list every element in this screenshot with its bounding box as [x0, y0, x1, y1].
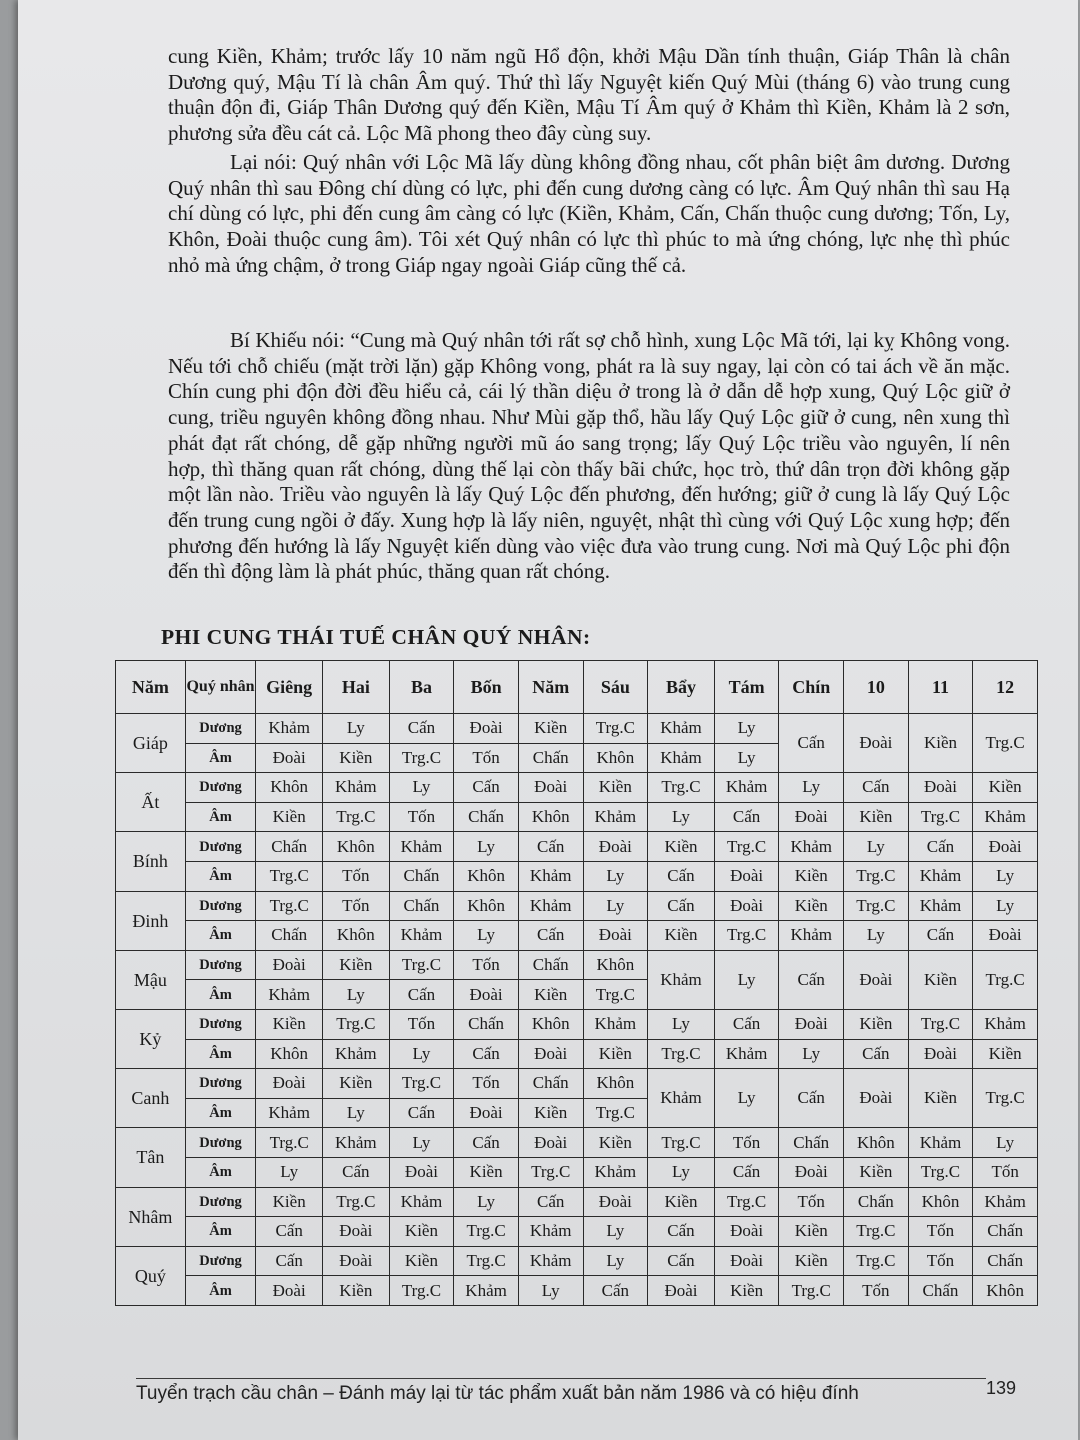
table-cell: Chấn [779, 1128, 844, 1158]
merged-cell: Kiền [908, 714, 973, 773]
table-row [116, 1128, 1038, 1158]
table-cell: Ly [323, 1098, 390, 1128]
table-cell: Cấn [518, 832, 583, 862]
table-cell: Kiền [648, 1187, 715, 1217]
table-cell: Đoài [714, 1217, 779, 1247]
year-cell: Ất [116, 773, 186, 832]
paragraph-2: Lại nói: Quý nhân với Lộc Mã lấy dùng không đồng nhau, cốt phân biệt âm dương. Dương Quý nhân thì sau Đông chí dùng có lực, phi đến cung dương càng có lực. Âm Quý nhân thì sau Hạ chí dùng có lực, phi đến cung âm càng có lực (Kiền, Khảm, Cấn, Chấn thuộc cung dương; Tốn, Ly, Khôn, Đoài thuộc cung âm). Tôi xét Quý nhân có lực thì phúc to mà ứng chóng, lực nhẹ thì phúc nhỏ mà ứng chậm, ở trong Giáp ngay ngoài Giáp cũng thế cả. [168, 150, 1010, 277]
table-row [116, 714, 1038, 744]
table-cell: Khảm [323, 1128, 390, 1158]
table-cell: Tốn [844, 1276, 909, 1306]
table-cell: Tốn [323, 891, 390, 921]
table-cell: Trg.C [844, 1217, 909, 1247]
footer-text: Tuyển trạch cầu chân – Đánh máy lại từ tác phẩm xuất bản năm 1986 và có hiệu đính [136, 1383, 859, 1404]
table-cell: Kiền [844, 1009, 909, 1039]
polarity-label: Âm [185, 1098, 256, 1128]
table-cell: Kiền [518, 1098, 583, 1128]
table-cell: Trg.C [323, 1009, 390, 1039]
table-cell: Cấn [648, 1246, 715, 1276]
polarity-label: Âm [185, 1217, 256, 1247]
polarity-label: Âm [185, 980, 256, 1010]
page-number: 139 [986, 1378, 1017, 1398]
merged-cell: Khảm [648, 950, 715, 1009]
column-header: Sáu [583, 661, 648, 714]
table-cell: Ly [454, 1187, 519, 1217]
table-cell: Ly [648, 1009, 715, 1039]
table-cell: Chấn [454, 1009, 519, 1039]
polarity-label: Âm [185, 921, 256, 951]
table-cell: Kiền [779, 891, 844, 921]
table-cell: Cấn [714, 1009, 779, 1039]
merged-cell: Trg.C [973, 950, 1038, 1009]
year-cell: Tân [116, 1128, 186, 1187]
merged-cell: Cấn [779, 1069, 844, 1128]
table-cell: Ly [583, 1246, 648, 1276]
table-cell: Cấn [389, 1098, 454, 1128]
table-cell: Trg.C [323, 802, 390, 832]
polarity-label: Dương [185, 1128, 256, 1158]
table-cell: Đoài [973, 921, 1038, 951]
table-cell: Cấn [256, 1246, 323, 1276]
table-cell: Trg.C [389, 950, 454, 980]
table-cell: Đoài [323, 1246, 390, 1276]
table-cell: Kiền [518, 980, 583, 1010]
table-cell: Tốn [714, 1128, 779, 1158]
table-row [116, 1009, 1038, 1039]
table-cell: Kiền [779, 1246, 844, 1276]
year-cell: Mậu [116, 950, 186, 1009]
table-cell: Tốn [323, 861, 390, 891]
table-cell: Khảm [256, 1098, 323, 1128]
table-cell: Khôn [323, 832, 390, 862]
year-cell: Nhâm [116, 1187, 186, 1246]
table-cell: Khảm [714, 773, 779, 803]
table-cell: Đoài [908, 773, 973, 803]
table-cell: Kiền [779, 861, 844, 891]
table-cell: Kiền [583, 1128, 648, 1158]
table-cell: Đoài [648, 1276, 715, 1306]
table-cell: Khảm [454, 1276, 519, 1306]
table-cell: Khảm [908, 1128, 973, 1158]
table-cell: Chấn [908, 1276, 973, 1306]
table-cell: Ly [256, 1157, 323, 1187]
year-cell: Đinh [116, 891, 186, 950]
table-cell: Chấn [256, 921, 323, 951]
table-cell: Cấn [583, 1276, 648, 1306]
table-row [116, 1157, 1038, 1187]
table-cell: Trg.C [714, 832, 779, 862]
table-cell: Khảm [518, 891, 583, 921]
table-cell: Khảm [648, 743, 715, 773]
table-cell: Chấn [973, 1217, 1038, 1247]
table-cell: Trg.C [256, 891, 323, 921]
table-cell: Khôn [518, 802, 583, 832]
table-cell: Ly [583, 1217, 648, 1247]
table-cell: Ly [323, 714, 390, 744]
table-cell: Khảm [583, 1157, 648, 1187]
table-cell: Khảm [518, 861, 583, 891]
table-row [116, 1187, 1038, 1217]
table-row [116, 891, 1038, 921]
merged-cell: Ly [714, 950, 779, 1009]
table-cell: Cấn [844, 1039, 909, 1069]
table-cell: Khảm [908, 891, 973, 921]
table-cell: Khảm [323, 1039, 390, 1069]
table-cell: Trg.C [323, 1187, 390, 1217]
table-cell: Đoài [779, 802, 844, 832]
table-cell: Ly [714, 714, 779, 744]
table-cell: Khảm [518, 1217, 583, 1247]
table-cell: Cấn [714, 802, 779, 832]
table-cell: Khôn [323, 921, 390, 951]
table-cell: Cấn [908, 921, 973, 951]
table-cell: Cấn [648, 1217, 715, 1247]
table-cell: Chấn [454, 802, 519, 832]
table-cell: Trg.C [779, 1276, 844, 1306]
column-header: 10 [844, 661, 909, 714]
table-cell: Khảm [389, 1187, 454, 1217]
table-cell: Chấn [389, 891, 454, 921]
table-cell: Cấn [714, 1157, 779, 1187]
merged-cell: Kiền [908, 950, 973, 1009]
table-cell: Chấn [973, 1246, 1038, 1276]
polarity-label: Dương [185, 891, 256, 921]
table-cell: Tốn [389, 1009, 454, 1039]
table-cell: Khôn [583, 743, 648, 773]
table-cell: Ly [389, 1128, 454, 1158]
table-cell: Cấn [389, 714, 454, 744]
column-header: Giêng [256, 661, 323, 714]
table-cell: Ly [779, 773, 844, 803]
table-header-row [116, 661, 1038, 714]
table-cell: Trg.C [908, 802, 973, 832]
table-row [116, 921, 1038, 951]
table-cell: Tốn [389, 802, 454, 832]
table-cell: Cấn [454, 1039, 519, 1069]
polarity-label: Dương [185, 832, 256, 862]
table-cell: Tốn [454, 743, 519, 773]
table-cell: Đoài [518, 1128, 583, 1158]
table-cell: Trg.C [583, 714, 648, 744]
table-cell: Cấn [256, 1217, 323, 1247]
table-cell: Cấn [323, 1157, 390, 1187]
table-cell: Ly [844, 832, 909, 862]
table-row [116, 861, 1038, 891]
table-cell: Chấn [518, 950, 583, 980]
table-cell: Cấn [908, 832, 973, 862]
merged-cell: Ly [714, 1069, 779, 1128]
polarity-label: Dương [185, 1246, 256, 1276]
table-cell: Tốn [908, 1246, 973, 1276]
table-row [116, 1246, 1038, 1276]
table-cell: Đoài [256, 950, 323, 980]
table-cell: Trg.C [454, 1246, 519, 1276]
polarity-label: Âm [185, 1039, 256, 1069]
table-cell: Trg.C [454, 1217, 519, 1247]
table-cell: Kiền [973, 1039, 1038, 1069]
table-cell: Đoài [714, 891, 779, 921]
column-header: Hai [323, 661, 390, 714]
table-cell: Kiền [256, 1009, 323, 1039]
table-cell: Đoài [518, 773, 583, 803]
table-cell: Khảm [973, 1009, 1038, 1039]
table-cell: Khảm [908, 861, 973, 891]
table-cell: Đoài [256, 1276, 323, 1306]
column-header: Năm [116, 661, 186, 714]
table-cell: Khảm [256, 980, 323, 1010]
table-cell: Tốn [973, 1157, 1038, 1187]
table-cell: Trg.C [714, 921, 779, 951]
table-cell: Đoài [779, 1009, 844, 1039]
paragraph-1: cung Kiền, Khảm; trước lấy 10 năm ngũ Hổ độn, khởi Mậu Dần tính thuận, Giáp Thân là chân Dương quý, Mậu Tí là chân Âm quý. Thứ thì lấy Nguyệt kiến Quý Mùi (tháng 6) vào trung cung thuận độn đi, Giáp Thân Dương quý đến Kiền, Mậu Tí Âm quý ở Khảm thì Kiền, Khảm là 2 sơn, phương sửa đều cát cả. Lộc Mã phong theo đây cùng suy. [168, 44, 1010, 146]
table-cell: Kiền [648, 832, 715, 862]
table-cell: Cấn [648, 891, 715, 921]
table-cell: Kiền [714, 1276, 779, 1306]
table-cell: Ly [583, 861, 648, 891]
table-cell: Kiền [323, 1069, 390, 1099]
table-cell: Kiền [518, 714, 583, 744]
document-page [18, 0, 1078, 1440]
table-cell: Trg.C [389, 1069, 454, 1099]
table-cell: Kiền [648, 921, 715, 951]
table-cell: Trg.C [256, 1128, 323, 1158]
table-cell: Trg.C [648, 1039, 715, 1069]
table-cell: Ly [973, 891, 1038, 921]
table-cell: Ly [648, 1157, 715, 1187]
table-cell: Ly [454, 832, 519, 862]
table-cell: Trg.C [908, 1009, 973, 1039]
table-cell: Khôn [454, 891, 519, 921]
table-cell: Đoài [973, 832, 1038, 862]
table-cell: Trg.C [389, 1276, 454, 1306]
table-cell: Trg.C [583, 1098, 648, 1128]
table-cell: Ly [714, 743, 779, 773]
merged-cell: Trg.C [973, 1069, 1038, 1128]
column-header: Tám [714, 661, 779, 714]
table-cell: Khảm [779, 832, 844, 862]
table-cell: Chấn [256, 832, 323, 862]
table-cell: Ly [648, 802, 715, 832]
table-cell: Ly [973, 1128, 1038, 1158]
table-cell: Khôn [844, 1128, 909, 1158]
table-cell: Kiền [256, 802, 323, 832]
table-cell: Đoài [583, 832, 648, 862]
table-cell: Trg.C [714, 1187, 779, 1217]
table-cell: Đoài [454, 714, 519, 744]
table-cell: Cấn [389, 980, 454, 1010]
polarity-label: Âm [185, 1276, 256, 1306]
polarity-label: Dương [185, 1187, 256, 1217]
table-cell: Đoài [779, 1157, 844, 1187]
table-cell: Khảm [714, 1039, 779, 1069]
table-cell: Kiền [844, 1157, 909, 1187]
polarity-label: Âm [185, 861, 256, 891]
footer-divider [136, 1378, 986, 1379]
year-cell: Giáp [116, 714, 186, 773]
table-cell: Khôn [908, 1187, 973, 1217]
table-cell: Khôn [583, 1069, 648, 1099]
table-cell: Khôn [583, 950, 648, 980]
year-cell: Canh [116, 1069, 186, 1128]
polarity-label: Dương [185, 1069, 256, 1099]
table-cell: Cấn [648, 861, 715, 891]
table-cell: Ly [454, 921, 519, 951]
table-cell: Cấn [844, 773, 909, 803]
table-row [116, 1039, 1038, 1069]
table-row [116, 1069, 1038, 1099]
table-cell: Khảm [389, 921, 454, 951]
column-header: Bẩy [648, 661, 715, 714]
table-cell: Đoài [583, 1187, 648, 1217]
table-cell: Cấn [518, 1187, 583, 1217]
table-cell: Khảm [583, 802, 648, 832]
table-cell: Cấn [518, 921, 583, 951]
table-cell: Kiền [323, 1276, 390, 1306]
table-cell: Khảm [256, 714, 323, 744]
table-cell: Khôn [256, 1039, 323, 1069]
table-cell: Ly [518, 1276, 583, 1306]
merged-cell: Đoài [844, 714, 909, 773]
table-cell: Ly [844, 921, 909, 951]
table-cell: Chấn [844, 1187, 909, 1217]
table-cell: Đoài [256, 743, 323, 773]
paragraph-3: Bí Khiếu nói: “Cung mà Quý nhân tới rất sợ chỗ hình, xung Lộc Mã tới, lại kỵ Không vong. Nếu tới chỗ chiếu (mặt trời lặn) gặp Không vong, phát ra là suy ngay, lại còn có tai ách về ăn mặc. Chín cung phi độn đời đều hiểu cả, cái lý thần diệu ở trong là ở dẫn dễ hợp xung, Quý Lộc giữ ở cung, triều nguyên không đồng nhau. Như Mùi gặp thổ, hầu lấy Quý Lộc giữ ở cung, nên xung thì phát đạt rất chóng, dễ gặp những người mũ áo sang trọng; lấy Quý Lộc triều vào nguyên, lí nên hợp, thì thăng quan rất chóng, dùng thế lại còn thấy bãi chức, học trò, thứ dân trọn đời không gặp một lần nào. Triều vào nguyên là lấy Quý Lộc đến phương, đến hướng; giữ ở cung là lấy Quý Lộc đến trung cung ngồi ở đấy. Xung hợp là lấy niên, nguyệt, nhật thì cùng với Quý Lộc xung hợp; đến phương đến hướng là lấy Nguyệt kiến dùng vào việc đưa vào trung cung. Nơi mà Quý Lộc phi độn đến thì động làm là phát phúc, thăng quan rất chóng. [168, 328, 1010, 584]
polarity-label: Dương [185, 1009, 256, 1039]
table-cell: Trg.C [518, 1157, 583, 1187]
table-cell: Đoài [518, 1039, 583, 1069]
table-cell: Kiền [389, 1246, 454, 1276]
table-row [116, 1276, 1038, 1306]
table-cell: Khôn [518, 1009, 583, 1039]
table-cell: Kiền [323, 743, 390, 773]
table-row [116, 773, 1038, 803]
polarity-label: Âm [185, 1157, 256, 1187]
table-cell: Kiền [779, 1217, 844, 1247]
table-body [116, 714, 1038, 1306]
table-row [116, 950, 1038, 980]
polarity-label: Âm [185, 802, 256, 832]
table-cell: Kiền [454, 1157, 519, 1187]
table-cell: Khảm [779, 921, 844, 951]
table-cell: Kiền [844, 802, 909, 832]
table-cell: Ly [973, 861, 1038, 891]
merged-cell: Cấn [779, 714, 844, 773]
table-cell: Ly [389, 1039, 454, 1069]
polarity-label: Dương [185, 714, 256, 744]
table-cell: Trg.C [648, 1128, 715, 1158]
table-cell: Chấn [518, 1069, 583, 1099]
table-title: PHI CUNG THÁI TUẾ CHÂN QUÝ NHÂN: [161, 625, 591, 649]
polarity-label: Âm [185, 743, 256, 773]
table-cell: Tốn [779, 1187, 844, 1217]
table-cell: Đoài [714, 861, 779, 891]
table-cell: Đoài [454, 980, 519, 1010]
table-cell: Kiền [389, 1217, 454, 1247]
column-header: 11 [908, 661, 973, 714]
table-cell: Ly [389, 773, 454, 803]
table-cell: Khảm [323, 773, 390, 803]
column-header: Bốn [454, 661, 519, 714]
table-cell: Tốn [908, 1217, 973, 1247]
table-cell: Trg.C [648, 773, 715, 803]
table-cell: Tốn [454, 950, 519, 980]
merged-cell: Kiền [908, 1069, 973, 1128]
table-cell: Trg.C [256, 861, 323, 891]
table-cell: Đoài [389, 1157, 454, 1187]
table-cell: Khảm [973, 1187, 1038, 1217]
merged-cell: Đoài [844, 1069, 909, 1128]
table-cell: Kiền [583, 773, 648, 803]
table-cell: Cấn [454, 773, 519, 803]
table-cell: Kiền [256, 1187, 323, 1217]
year-cell: Kỷ [116, 1009, 186, 1068]
table-cell: Ly [323, 980, 390, 1010]
table-cell: Trg.C [583, 980, 648, 1010]
table-cell: Khôn [454, 861, 519, 891]
column-header: 12 [973, 661, 1038, 714]
table-cell: Khảm [518, 1246, 583, 1276]
table-cell: Trg.C [844, 891, 909, 921]
table-cell: Khảm [389, 832, 454, 862]
table-cell: Khôn [256, 773, 323, 803]
table-cell: Trg.C [844, 1246, 909, 1276]
table-cell: Cấn [454, 1128, 519, 1158]
table-row [116, 1217, 1038, 1247]
table-cell: Ly [583, 891, 648, 921]
table-cell: Chấn [389, 861, 454, 891]
column-header: Năm [518, 661, 583, 714]
column-header: Quý nhân [185, 661, 256, 714]
column-header: Ba [389, 661, 454, 714]
table-cell: Đoài [908, 1039, 973, 1069]
table-cell: Khảm [973, 802, 1038, 832]
merged-cell: Trg.C [973, 714, 1038, 773]
qui-nhan-table [115, 660, 1038, 1306]
table-cell: Ly [779, 1039, 844, 1069]
table-cell: Đoài [454, 1098, 519, 1128]
merged-cell: Cấn [779, 950, 844, 1009]
merged-cell: Khảm [648, 1069, 715, 1128]
table-cell: Kiền [323, 950, 390, 980]
column-header: Chín [779, 661, 844, 714]
table-cell: Kiền [583, 1039, 648, 1069]
polarity-label: Dương [185, 950, 256, 980]
table-cell: Khảm [583, 1009, 648, 1039]
table-row [116, 832, 1038, 862]
table-cell: Khảm [648, 714, 715, 744]
merged-cell: Đoài [844, 950, 909, 1009]
table-cell: Trg.C [389, 743, 454, 773]
table-cell: Chấn [518, 743, 583, 773]
table-cell: Đoài [256, 1069, 323, 1099]
table-cell: Đoài [323, 1217, 390, 1247]
table-cell: Khôn [973, 1276, 1038, 1306]
polarity-label: Dương [185, 773, 256, 803]
table-cell: Tốn [454, 1069, 519, 1099]
table-cell: Đoài [583, 921, 648, 951]
table-cell: Trg.C [844, 861, 909, 891]
table-row [116, 802, 1038, 832]
year-cell: Bính [116, 832, 186, 891]
table-cell: Kiền [973, 773, 1038, 803]
table-cell: Đoài [714, 1246, 779, 1276]
table-cell: Trg.C [908, 1157, 973, 1187]
year-cell: Quý [116, 1246, 186, 1305]
